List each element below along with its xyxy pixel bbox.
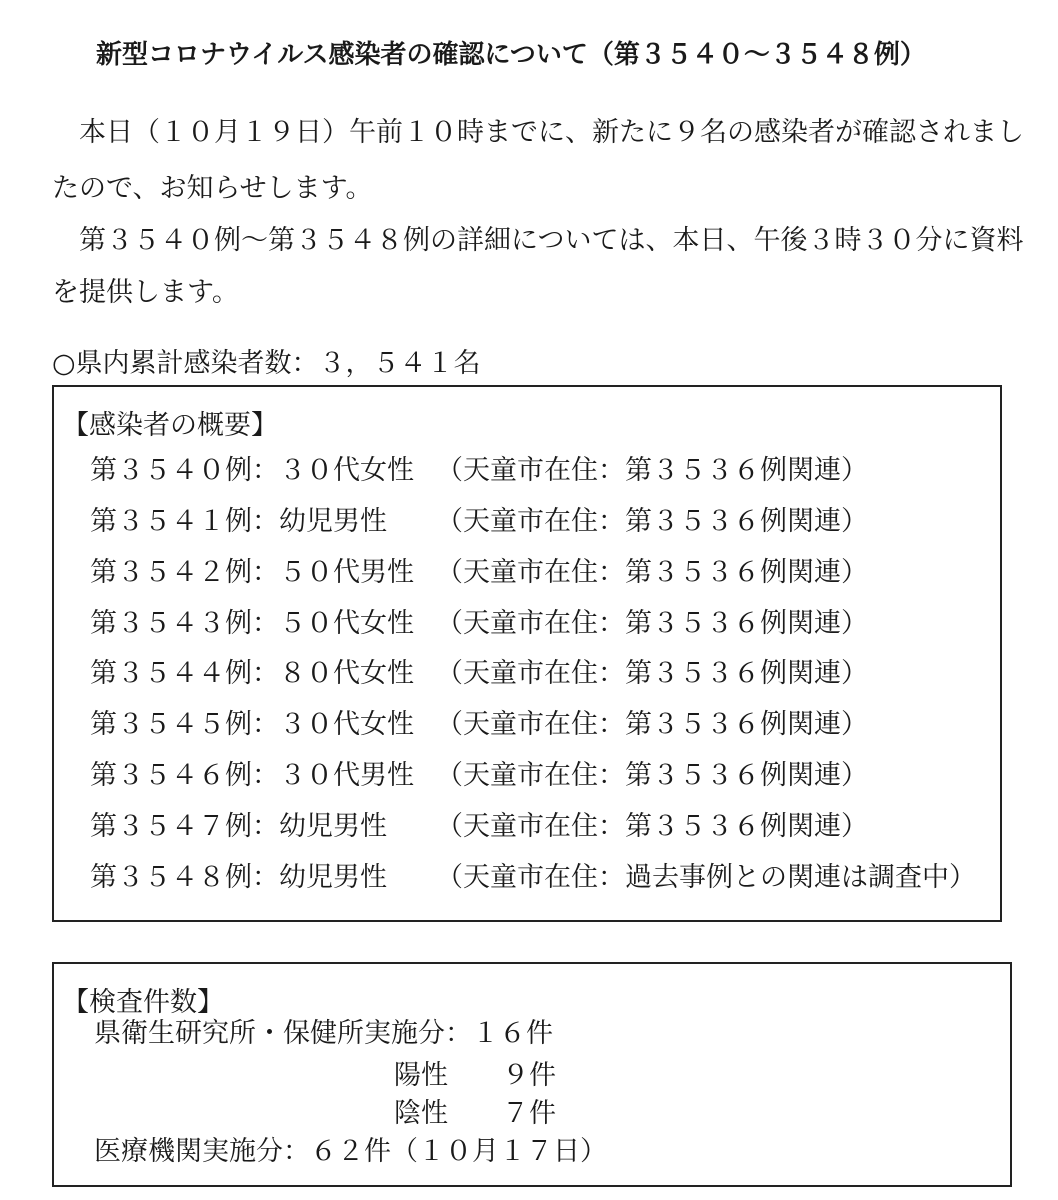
case-row [90,807,868,847]
cases-heading: 【感染者の概要】 [62,410,278,441]
paragraph-line: たので、お知らせします。 [52,173,373,204]
case-id: 第３５４５例：３０代女性 [90,709,414,740]
paragraph-line: 本日（１０月１９日）午前１０時までに、新たに９名の感染者が確認されまし [79,117,1024,148]
cumulative-total: ○県内累計感染者数：３，５４１名 [52,348,481,379]
case-id: 第３５４１例：幼児男性 [90,506,387,537]
medical-tests: 医療機関実施分：６２件（１０月１７日） [94,1136,607,1167]
positive-count: 陽性 ９件 [394,1060,556,1091]
case-row [90,858,976,898]
case-row [90,502,868,542]
case-id: 第３５４８例：幼児男性 [90,862,387,893]
document-title: 新型コロナウイルス感染者の確認について（第３５４０～３５４８例） [96,40,926,70]
case-detail: （天童市在住：第３５３６例関連） [436,760,868,791]
case-detail: （天童市在住：第３５３６例関連） [436,455,868,486]
case-id: 第３５４０例：３０代女性 [90,455,414,486]
case-id: 第３５４２例：５０代男性 [90,557,414,588]
case-detail: （天童市在住：第３５３６例関連） [436,506,868,537]
case-id: 第３５４４例：８０代女性 [90,658,414,689]
case-detail: （天童市在住：第３５３６例関連） [436,658,868,689]
tests-count-box [52,962,1012,1187]
case-id: 第３５４７例：幼児男性 [90,811,387,842]
case-row [90,553,868,593]
negative-count: 陰性 ７件 [394,1098,556,1129]
case-detail: （天童市在住：第３５３６例関連） [436,608,868,639]
case-row [90,654,868,694]
paragraph-line: 第３５４０例～第３５４８例の詳細については、本日、午後３時３０分に資料 [79,225,1024,256]
case-detail: （天童市在住：第３５３６例関連） [436,709,868,740]
case-detail: （天童市在住：第３５３６例関連） [436,557,868,588]
case-detail: （天童市在住：第３５３６例関連） [436,811,868,842]
case-row [90,451,868,491]
tests-heading: 【検査件数】 [62,987,224,1018]
case-row [90,756,868,796]
prefectural-tests: 県衛生研究所・保健所実施分：１６件 [94,1018,553,1049]
case-row [90,604,868,644]
cases-summary-box [52,385,1002,922]
case-id: 第３５４６例：３０代男性 [90,760,414,791]
case-row [90,705,868,745]
case-id: 第３５４３例：５０代女性 [90,608,414,639]
paragraph-line: を提供します。 [52,277,239,308]
case-detail: （天童市在住：過去事例との関連は調査中） [436,862,976,893]
